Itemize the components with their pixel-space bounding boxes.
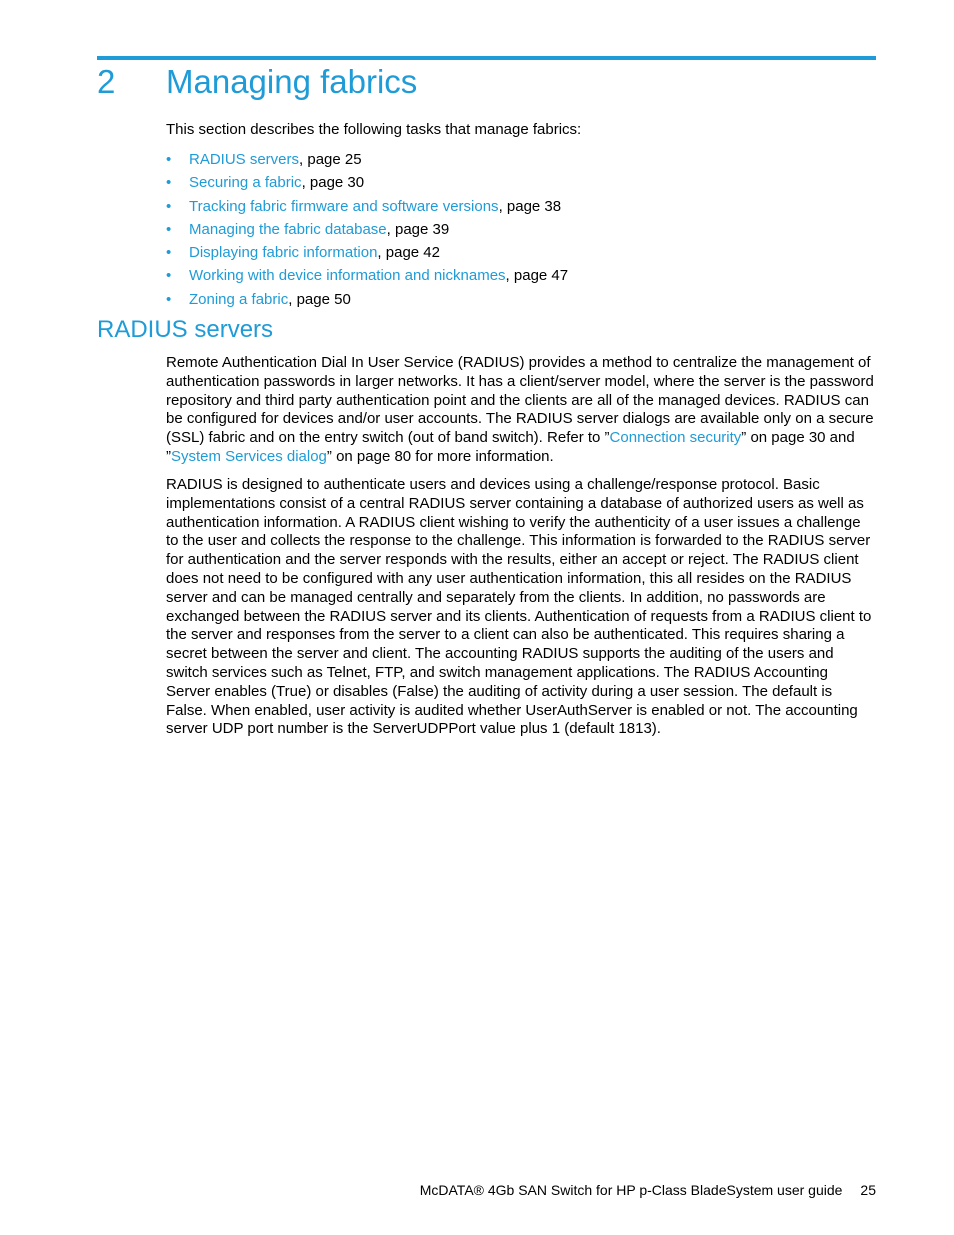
task-page-ref: , page 50 bbox=[288, 290, 351, 308]
bullet-icon: • bbox=[166, 267, 172, 285]
chapter-heading bbox=[97, 60, 417, 108]
section-title: RADIUS servers bbox=[97, 316, 274, 343]
bullet-icon: • bbox=[166, 290, 172, 308]
task-link-displaying-information[interactable]: Displaying fabric information bbox=[189, 244, 378, 262]
footer-guide-title: McDATA® 4Gb SAN Switch for HP p-Class BladeSystem user guide bbox=[419, 1182, 843, 1198]
list-item bbox=[166, 171, 876, 194]
list-item bbox=[166, 148, 876, 171]
task-link-securing-a-fabric[interactable]: Securing a fabric bbox=[189, 174, 302, 192]
task-page-ref: , page 42 bbox=[377, 244, 440, 262]
paragraph-text: Remote Authentication Dial In User Service (RADIUS) provides a method to centralize the management of authentication passwords in larger networks. It has a client/server model, where the server is the password repository and third party authentication point and the clients are all of the managed devices. RADIUS can be configured for devices and/or user accounts. The RADIUS server dialogs are available only on a secure (SSL) fabric and on the entry switch (out of band switch). Refer to ” bbox=[166, 354, 874, 447]
chapter-number: 2 bbox=[97, 63, 116, 100]
bullet-icon: • bbox=[166, 174, 172, 192]
task-link-device-nicknames[interactable]: Working with device information and nicknames bbox=[189, 267, 506, 285]
task-link-zoning-a-fabric[interactable]: Zoning a fabric bbox=[189, 290, 289, 308]
task-page-ref: , page 30 bbox=[301, 174, 365, 192]
list-item bbox=[166, 241, 876, 264]
task-link-radius-servers[interactable]: RADIUS servers bbox=[189, 151, 300, 168]
list-item bbox=[166, 195, 876, 218]
chapter-title: Managing fabrics bbox=[166, 63, 418, 100]
task-page-ref: , page 39 bbox=[386, 220, 450, 238]
intro-text: This section describes the following tasks that manage fabrics: bbox=[166, 121, 582, 138]
paragraph-text: ” on page 80 for more information. bbox=[326, 447, 554, 465]
bullet-icon: • bbox=[166, 151, 172, 168]
bullet-icon: • bbox=[166, 244, 172, 262]
list-item bbox=[166, 288, 876, 311]
paragraph-text: ” on page 30 and ” bbox=[166, 429, 855, 465]
bullet-icon: • bbox=[166, 220, 172, 238]
task-page-ref: , page 25 bbox=[299, 151, 362, 168]
radius-paragraph-1 bbox=[166, 354, 876, 467]
task-link-managing-database[interactable]: Managing the fabric database bbox=[189, 220, 387, 238]
page-number: 25 bbox=[860, 1182, 876, 1198]
task-list bbox=[166, 148, 876, 311]
task-link-tracking-versions[interactable]: Tracking fabric firmware and software versions bbox=[189, 197, 499, 215]
page-footer bbox=[380, 1180, 876, 1200]
radius-paragraph-2: RADIUS is designed to authenticate users and devices using a challenge/response protocol. Basic implementations consist of a central RADIUS server containing a database of authorized users as well as authentication information. A RADIUS client wishing to verify the authenticity of a user issues a challenge to the user and collects the response to the challenge. This information is forwarded to the RADIUS server for authentication and the server responds with the results, either an accept or reject. The RADIUS client does not need to be configured with any user authentication information, this all resides on the RADIUS server and can be managed centrally and separately from the clients. In addition, no passwords are exchanged between the RADIUS server and its clients. Authentication of requests from a RADIUS client to the server and responses from the server to a client can also be authenticated. This requires sharing a secret between the server and client. The accounting RADIUS supports the auditing of the users and switch services such as Telnet, FTP, and switch management applications. The RADIUS Accounting Server enables (True) or disables (False) the auditing of activity during a user session. The default is False. When enabled, user activity is audited whether UserAuthServer is enabled or not. The accounting server UDP port number is the ServerUDPPort value plus 1 (default 1813). bbox=[166, 476, 872, 738]
list-item bbox=[166, 218, 876, 241]
list-item bbox=[166, 264, 876, 287]
connection-security-link[interactable]: Connection security bbox=[609, 429, 742, 447]
task-page-ref: , page 38 bbox=[498, 197, 562, 215]
task-page-ref: , page 47 bbox=[505, 267, 569, 285]
bullet-icon: • bbox=[166, 197, 172, 215]
system-services-dialog-link[interactable]: System Services dialog bbox=[171, 447, 327, 465]
